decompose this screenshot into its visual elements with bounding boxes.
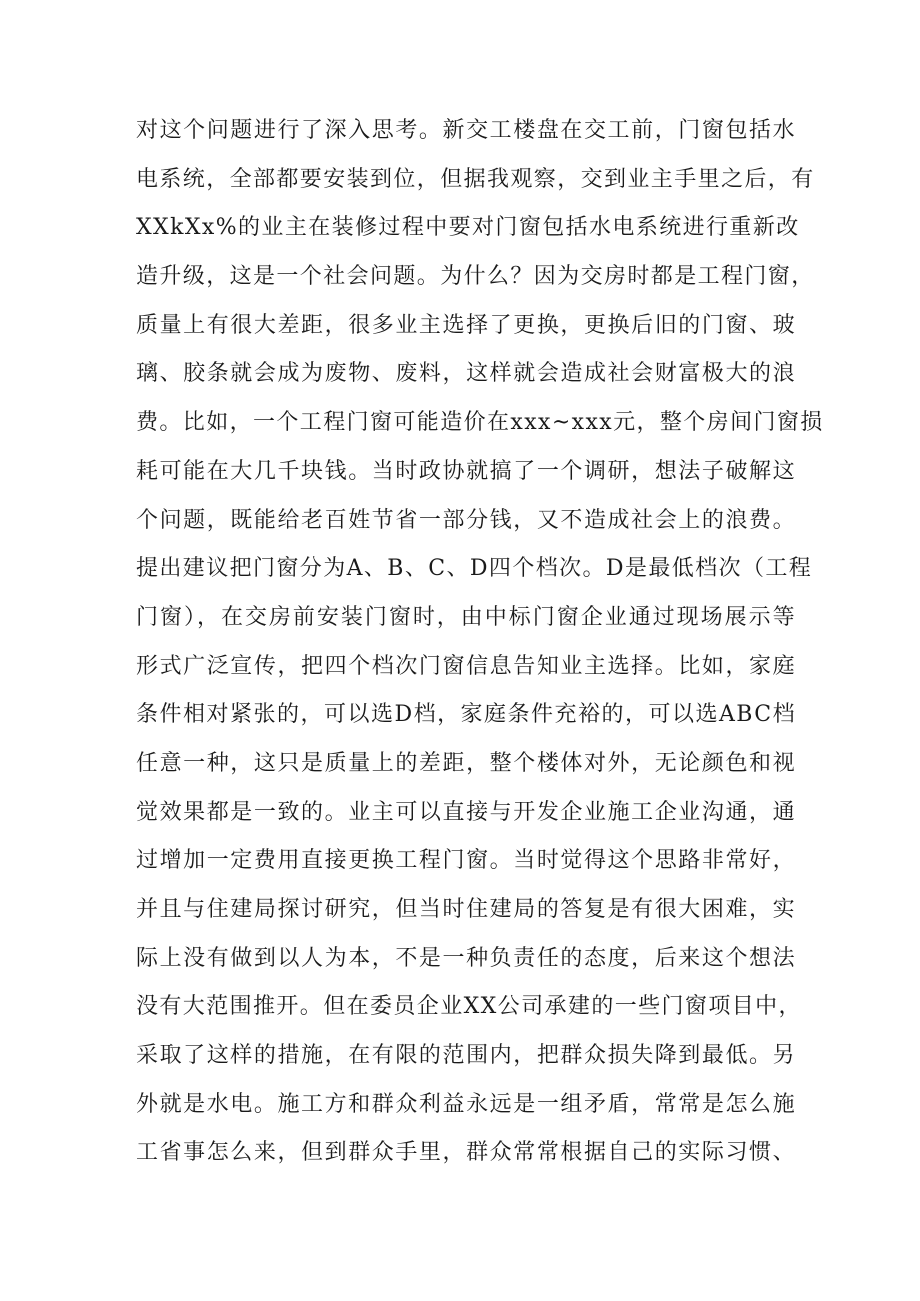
text-line: 觉效果都是一致的。业主可以直接与开发企业施工企业沟通，通	[136, 799, 796, 825]
text-line: 对这个问题进行了深入思考。新交工楼盘在交工前，门窗包括水	[136, 118, 796, 143]
text-line: 提出建议把门窗分为A、B、C、D四个档次。D是最低档次（工程	[136, 556, 813, 582]
text-line: 外就是水电。施工方和群众利益永远是一组矛盾，常常是怎么施	[136, 1091, 796, 1117]
text-line: 条件相对紧张的，可以选D档，家庭条件充裕的，可以选ABC档	[136, 702, 796, 728]
text-line: 际上没有做到以人为本，不是一种负责任的态度，后来这个想法	[136, 945, 796, 971]
text-line: 造升级，这是一个社会问题。为什么？因为交房时都是工程门窗，	[136, 264, 815, 290]
text-line: 电系统，全部都要安装到位，但据我观察，交到业主手里之后，有	[136, 166, 815, 192]
text-line: 个问题，既能给老百姓节省一部分钱，又不造成社会上的浪费。	[136, 507, 796, 533]
text-line: XXkXx%的业主在装修过程中要对门窗包括水电系统进行重新改	[136, 215, 800, 241]
text-line: 璃、胶条就会成为废物、废料，这样就会造成社会财富极大的浪	[136, 361, 796, 387]
text-line: 质量上有很大差距，很多业主选择了更换，更换后旧的门窗、玻	[136, 312, 796, 338]
text-line: 门窗），在交房前安装门窗时，由中标门窗企业通过现场展示等	[136, 604, 796, 630]
text-line: 过增加一定费用直接更换工程门窗。当时觉得这个思路非常好，	[136, 848, 796, 874]
text-line: 采取了这样的措施，在有限的范围内，把群众损失降到最低。另	[136, 1043, 796, 1069]
text-line: 耗可能在大几千块钱。当时政协就搞了一个调研，想法子破解这	[136, 458, 796, 484]
text-line: 任意一种，这只是质量上的差距，整个楼体对外，无论颜色和视	[136, 750, 796, 776]
text-line: 没有大范围推开。但在委员企业XX公司承建的一些门窗项目中，	[136, 994, 802, 1020]
text-line: 费。比如，一个工程门窗可能造价在xxx~xxx元，整个房间门窗损	[136, 410, 824, 436]
text-line: 工省事怎么来，但到群众手里，群众常常根据自己的实际习惯、	[136, 1140, 796, 1166]
text-line: 形式广泛宣传，把四个档次门窗信息告知业主选择。比如，家庭	[136, 653, 796, 679]
body-text	[136, 107, 824, 1178]
text-line: 并且与住建局探讨研究，但当时住建局的答复是有很大困难，实	[136, 897, 796, 922]
